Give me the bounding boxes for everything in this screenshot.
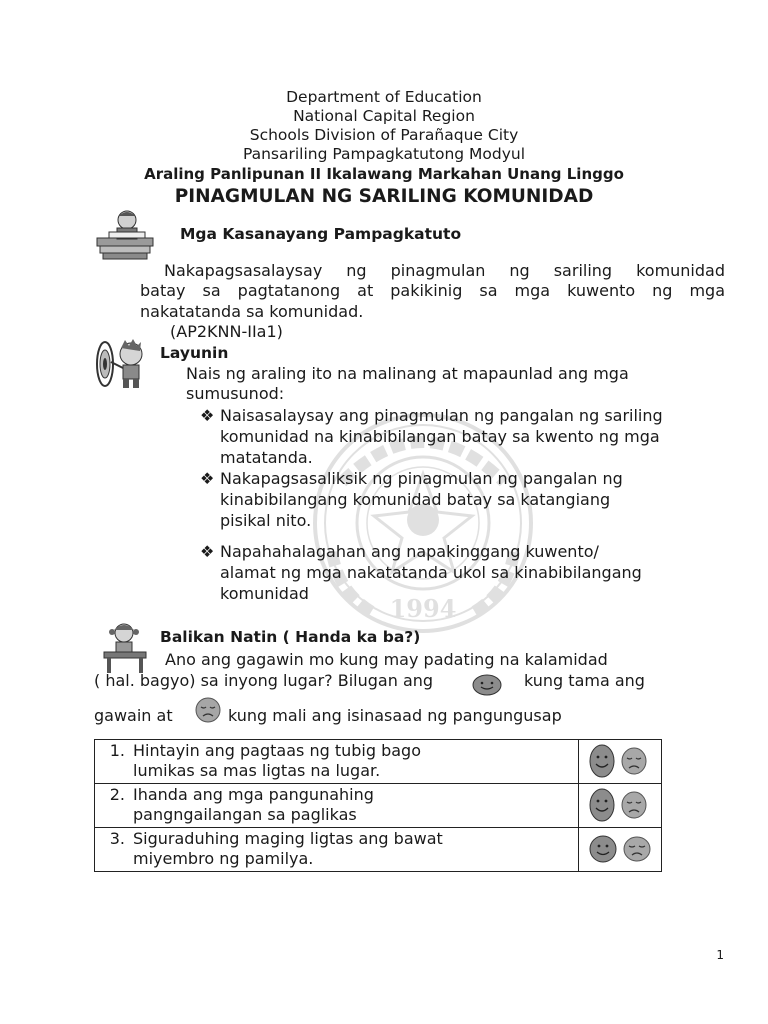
happy-face-option-icon[interactable]	[589, 787, 615, 823]
competency-heading: Mga Kasanayang Pampagkatuto	[180, 225, 462, 243]
header-department: Department of Education	[286, 88, 482, 106]
bullet-icon: ❖	[200, 469, 215, 488]
competency-line-2: batay sa pagtatanong at pakikinig sa mga kuwento ng mga	[140, 281, 725, 300]
bullet-icon: ❖	[200, 542, 215, 561]
objective-item	[200, 468, 730, 531]
header-division: Schools Division of Parañaque City	[249, 126, 519, 144]
objectives-intro-2: sumusunod:	[186, 384, 285, 403]
page-title: PINAGMULAN NG SARILING KOMUNIDAD	[174, 186, 594, 207]
question-number: 2.	[109, 785, 125, 804]
objective-item	[200, 541, 730, 604]
happy-face-icon	[472, 674, 502, 696]
sad-face-icon	[195, 697, 221, 723]
page-number: 1	[716, 948, 724, 962]
happy-face-option-icon[interactable]	[589, 835, 617, 863]
sad-face-option-icon[interactable]	[623, 836, 651, 862]
review-line-3a: gawain at	[94, 706, 173, 725]
question-line: lumikas sa mas ligtas na lugar.	[133, 761, 381, 780]
objective-line: Nakapagsasaliksik ng pinagmulan ng pangalan ng	[220, 469, 623, 488]
question-number: 3.	[109, 829, 125, 848]
objective-line: Naisasalaysay ang pinagmulan ng pangalan ng sariling	[220, 406, 663, 425]
competency-line-1: Nakapagsasalaysay ng pinagmulan ng sariling komunidad	[164, 261, 725, 280]
answer-faces-cell	[579, 828, 662, 872]
objective-line: pisikal nito.	[220, 511, 312, 530]
reading-child-icon	[95, 208, 155, 260]
happy-face-option-icon[interactable]	[589, 743, 615, 779]
objective-line: matatanda.	[220, 448, 313, 467]
review-line-1: Ano ang gagawin mo kung may padating na kalamidad	[165, 650, 608, 669]
objective-line: kinabibilangang komunidad batay sa katangiang	[220, 490, 611, 509]
question-line: Hintayin ang pagtaas ng tubig bago	[133, 741, 421, 760]
review-line-2b: kung tama ang	[524, 671, 645, 690]
question-number: 1.	[109, 741, 125, 760]
sad-face-option-icon[interactable]	[621, 746, 647, 776]
review-quiz-table	[94, 739, 662, 872]
objective-line: Napahahalagahan ang napakinggang kuwento/	[220, 542, 599, 561]
review-line-3b: kung mali ang isinasaad ng pangungusap	[228, 706, 562, 725]
table-row	[95, 740, 662, 784]
objective-item	[200, 405, 730, 468]
review-heading: Balikan Natin ( Handa ka ba?)	[160, 628, 421, 646]
desk-child-icon	[100, 622, 150, 674]
target-child-icon	[95, 338, 153, 390]
question-cell	[95, 784, 579, 828]
answer-faces-cell	[579, 784, 662, 828]
question-line: miyembro ng pamilya.	[133, 849, 314, 868]
question-line: Siguraduhing maging ligtas ang bawat	[133, 829, 443, 848]
sad-face-option-icon[interactable]	[621, 790, 647, 820]
objectives-heading: Layunin	[160, 344, 229, 362]
answer-faces-cell	[579, 740, 662, 784]
competency-code: (AP2KNN-IIa1)	[170, 322, 283, 341]
objective-line: komunidad na kinabibilangan batay sa kwento ng mga	[220, 427, 660, 446]
header-module-type: Pansariling Pampagkatutong Modyul	[242, 145, 526, 163]
table-row	[95, 828, 662, 872]
header-subject: Araling Panlipunan II Ikalawang Markahan Unang Linggo	[144, 165, 624, 183]
objectives-intro-1: Nais ng araling ito na malinang at mapaunlad ang mga	[186, 364, 629, 383]
question-line: Ihanda ang mga pangunahing	[133, 785, 374, 804]
objective-line: komunidad	[220, 584, 309, 603]
competency-line-3: nakatatanda sa komunidad.	[140, 302, 364, 321]
review-line-2a: ( hal. bagyo) sa inyong lugar? Bilugan ang	[94, 671, 434, 690]
objective-line: alamat ng mga nakatatanda ukol sa kinabibilangang	[220, 563, 642, 582]
question-line: pangngailangan sa paglikas	[133, 805, 357, 824]
seal-year: 1994	[389, 594, 457, 623]
header-region: National Capital Region	[293, 107, 475, 125]
question-cell	[95, 740, 579, 784]
table-row	[95, 784, 662, 828]
bullet-icon: ❖	[200, 406, 215, 425]
question-cell	[95, 828, 579, 872]
